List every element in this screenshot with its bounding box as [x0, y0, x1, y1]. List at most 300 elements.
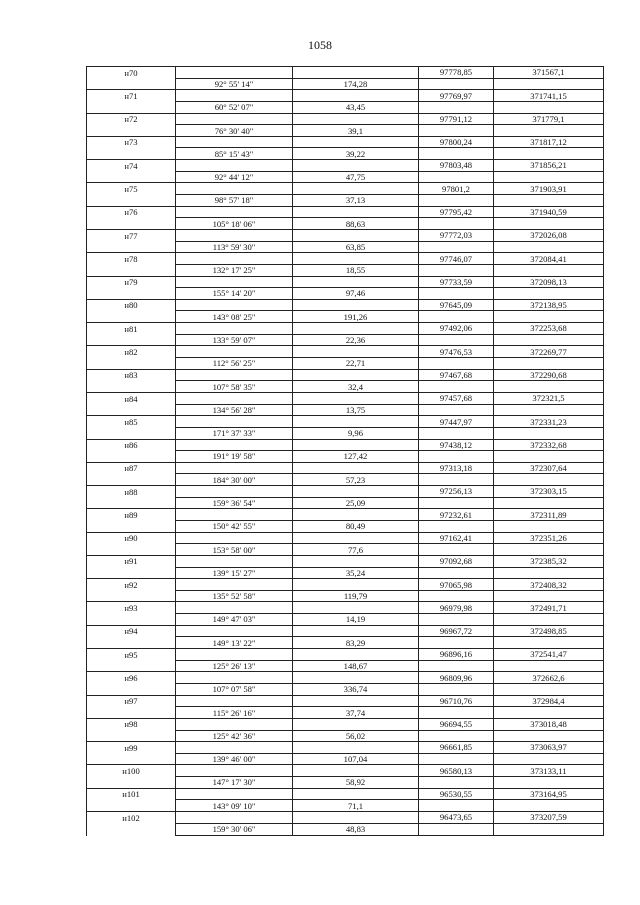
segment-length-cell: 77,6	[293, 544, 419, 556]
empty-cell	[494, 125, 604, 137]
empty-cell	[494, 241, 604, 253]
y-coordinate-cell: 372269,77	[494, 346, 604, 358]
empty-cell	[87, 358, 176, 370]
direction-angle-cell: 92° 55' 14"	[176, 78, 293, 90]
point-row	[87, 718, 604, 730]
segment-length-cell: 22,36	[293, 334, 419, 346]
y-coordinate-cell: 372307,64	[494, 462, 604, 474]
point-row	[87, 532, 604, 544]
empty-cell	[419, 520, 494, 532]
segment-length-cell: 39,1	[293, 125, 419, 137]
segment-row	[87, 730, 604, 742]
empty-cell	[87, 823, 176, 835]
empty-cell	[419, 78, 494, 90]
empty-cell	[293, 416, 419, 428]
point-name-cell: н87	[87, 462, 176, 474]
point-name-cell: н76	[87, 206, 176, 218]
empty-cell	[494, 171, 604, 183]
y-coordinate-cell: 373164,95	[494, 788, 604, 800]
point-row	[87, 229, 604, 241]
direction-angle-cell: 125° 26' 13"	[176, 660, 293, 672]
direction-angle-cell: 85° 15' 43"	[176, 148, 293, 160]
point-row	[87, 206, 604, 218]
point-name-cell: н101	[87, 788, 176, 800]
direction-angle-cell: 113° 59' 30"	[176, 241, 293, 253]
y-coordinate-cell: 372498,85	[494, 625, 604, 637]
empty-cell	[176, 649, 293, 661]
point-name-cell: н100	[87, 765, 176, 777]
point-name-cell: н102	[87, 812, 176, 824]
empty-cell	[87, 660, 176, 672]
x-coordinate-cell: 97772,03	[419, 229, 494, 241]
empty-cell	[419, 427, 494, 439]
empty-cell	[293, 323, 419, 335]
empty-cell	[419, 148, 494, 160]
empty-cell	[494, 404, 604, 416]
y-coordinate-cell: 372098,13	[494, 276, 604, 288]
empty-cell	[176, 718, 293, 730]
empty-cell	[494, 660, 604, 672]
empty-cell	[293, 649, 419, 661]
x-coordinate-cell: 97801,2	[419, 183, 494, 195]
segment-row	[87, 334, 604, 346]
empty-cell	[176, 462, 293, 474]
empty-cell	[176, 579, 293, 591]
empty-cell	[293, 160, 419, 172]
empty-cell	[87, 520, 176, 532]
empty-cell	[87, 427, 176, 439]
segment-length-cell: 14,19	[293, 614, 419, 626]
x-coordinate-cell: 97733,59	[419, 276, 494, 288]
y-coordinate-cell: 371940,59	[494, 206, 604, 218]
empty-cell	[176, 765, 293, 777]
segment-length-cell: 56,02	[293, 730, 419, 742]
empty-cell	[494, 823, 604, 835]
empty-cell	[176, 812, 293, 824]
x-coordinate-cell: 96967,72	[419, 625, 494, 637]
segment-length-cell: 32,4	[293, 381, 419, 393]
empty-cell	[419, 125, 494, 137]
segment-length-cell: 18,55	[293, 264, 419, 276]
empty-cell	[419, 101, 494, 113]
segment-row	[87, 358, 604, 370]
segment-length-cell: 336,74	[293, 683, 419, 695]
point-name-cell: н91	[87, 555, 176, 567]
point-row	[87, 67, 604, 79]
direction-angle-cell: 112° 56' 25"	[176, 358, 293, 370]
empty-cell	[494, 218, 604, 230]
empty-cell	[293, 276, 419, 288]
empty-cell	[419, 218, 494, 230]
point-row	[87, 439, 604, 451]
segment-row	[87, 288, 604, 300]
y-coordinate-cell: 372662,6	[494, 672, 604, 684]
x-coordinate-cell: 97162,41	[419, 532, 494, 544]
segment-length-cell: 35,24	[293, 567, 419, 579]
empty-cell	[293, 90, 419, 102]
empty-cell	[419, 823, 494, 835]
empty-cell	[176, 788, 293, 800]
segment-row	[87, 474, 604, 486]
x-coordinate-cell: 97457,68	[419, 392, 494, 404]
empty-cell	[293, 439, 419, 451]
segment-row	[87, 520, 604, 532]
direction-angle-cell: 98° 57' 18"	[176, 195, 293, 207]
point-name-cell: н75	[87, 183, 176, 195]
segment-length-cell: 71,1	[293, 800, 419, 812]
x-coordinate-cell: 97313,18	[419, 462, 494, 474]
point-row	[87, 113, 604, 125]
empty-cell	[293, 113, 419, 125]
point-row	[87, 416, 604, 428]
empty-cell	[176, 672, 293, 684]
empty-cell	[176, 439, 293, 451]
y-coordinate-cell: 372303,15	[494, 486, 604, 498]
empty-cell	[494, 730, 604, 742]
point-row	[87, 486, 604, 498]
empty-cell	[176, 113, 293, 125]
segment-length-cell: 191,26	[293, 311, 419, 323]
direction-angle-cell: 60° 52' 07"	[176, 101, 293, 113]
segment-row	[87, 497, 604, 509]
segment-row	[87, 451, 604, 463]
empty-cell	[293, 462, 419, 474]
empty-cell	[87, 334, 176, 346]
empty-cell	[494, 707, 604, 719]
point-row	[87, 276, 604, 288]
segment-length-cell: 37,74	[293, 707, 419, 719]
empty-cell	[293, 183, 419, 195]
empty-cell	[419, 614, 494, 626]
empty-cell	[87, 195, 176, 207]
empty-cell	[293, 718, 419, 730]
segment-row	[87, 404, 604, 416]
direction-angle-cell: 184° 30' 00"	[176, 474, 293, 486]
empty-cell	[87, 264, 176, 276]
empty-cell	[494, 567, 604, 579]
empty-cell	[293, 229, 419, 241]
point-name-cell: н93	[87, 602, 176, 614]
point-row	[87, 253, 604, 265]
empty-cell	[494, 474, 604, 486]
x-coordinate-cell: 97645,09	[419, 299, 494, 311]
empty-cell	[494, 451, 604, 463]
empty-cell	[494, 381, 604, 393]
empty-cell	[293, 206, 419, 218]
x-coordinate-cell: 97791,12	[419, 113, 494, 125]
empty-cell	[87, 614, 176, 626]
segment-row	[87, 777, 604, 789]
empty-cell	[87, 753, 176, 765]
point-name-cell: н70	[87, 67, 176, 79]
empty-cell	[293, 299, 419, 311]
segment-length-cell: 174,28	[293, 78, 419, 90]
point-row	[87, 812, 604, 824]
empty-cell	[419, 288, 494, 300]
point-name-cell: н90	[87, 532, 176, 544]
point-name-cell: н97	[87, 695, 176, 707]
point-row	[87, 765, 604, 777]
point-row	[87, 602, 604, 614]
point-row	[87, 625, 604, 637]
segment-row	[87, 381, 604, 393]
point-row	[87, 555, 604, 567]
empty-cell	[494, 590, 604, 602]
empty-cell	[87, 567, 176, 579]
direction-angle-cell: 149° 47' 03"	[176, 614, 293, 626]
direction-angle-cell: 153° 58' 00"	[176, 544, 293, 556]
empty-cell	[494, 614, 604, 626]
empty-cell	[176, 369, 293, 381]
x-coordinate-cell: 96661,85	[419, 742, 494, 754]
direction-angle-cell: 155° 14' 20"	[176, 288, 293, 300]
empty-cell	[419, 264, 494, 276]
direction-angle-cell: 105° 18' 06"	[176, 218, 293, 230]
page-number: 1058	[308, 38, 332, 52]
segment-length-cell: 25,09	[293, 497, 419, 509]
point-name-cell: н89	[87, 509, 176, 521]
point-name-cell: н83	[87, 369, 176, 381]
segment-row	[87, 171, 604, 183]
empty-cell	[87, 148, 176, 160]
segment-length-cell: 80,49	[293, 520, 419, 532]
empty-cell	[494, 288, 604, 300]
point-row	[87, 509, 604, 521]
point-name-cell: н88	[87, 486, 176, 498]
empty-cell	[419, 497, 494, 509]
empty-cell	[176, 625, 293, 637]
point-row	[87, 392, 604, 404]
point-name-cell: н79	[87, 276, 176, 288]
empty-cell	[87, 637, 176, 649]
empty-cell	[419, 590, 494, 602]
y-coordinate-cell: 371856,21	[494, 160, 604, 172]
empty-cell	[176, 67, 293, 79]
empty-cell	[419, 451, 494, 463]
empty-cell	[419, 334, 494, 346]
y-coordinate-cell: 372491,71	[494, 602, 604, 614]
point-row	[87, 788, 604, 800]
empty-cell	[176, 323, 293, 335]
empty-cell	[293, 532, 419, 544]
x-coordinate-cell: 96710,76	[419, 695, 494, 707]
empty-cell	[293, 765, 419, 777]
empty-cell	[494, 148, 604, 160]
empty-cell	[293, 67, 419, 79]
point-row	[87, 695, 604, 707]
segment-length-cell: 57,23	[293, 474, 419, 486]
segment-length-cell: 148,67	[293, 660, 419, 672]
y-coordinate-cell: 371903,91	[494, 183, 604, 195]
segment-row	[87, 195, 604, 207]
y-coordinate-cell: 372321,5	[494, 392, 604, 404]
empty-cell	[176, 532, 293, 544]
empty-cell	[293, 346, 419, 358]
empty-cell	[87, 474, 176, 486]
segment-length-cell: 63,85	[293, 241, 419, 253]
direction-angle-cell: 139° 15' 27"	[176, 567, 293, 579]
point-name-cell: н74	[87, 160, 176, 172]
segment-length-cell: 48,83	[293, 823, 419, 835]
point-name-cell: н95	[87, 649, 176, 661]
point-name-cell: н92	[87, 579, 176, 591]
empty-cell	[293, 742, 419, 754]
empty-cell	[494, 544, 604, 556]
empty-cell	[494, 334, 604, 346]
empty-cell	[293, 812, 419, 824]
segment-length-cell: 9,96	[293, 427, 419, 439]
y-coordinate-cell: 372541,47	[494, 649, 604, 661]
empty-cell	[87, 800, 176, 812]
segment-length-cell: 13,75	[293, 404, 419, 416]
point-name-cell: н82	[87, 346, 176, 358]
point-row	[87, 323, 604, 335]
empty-cell	[494, 427, 604, 439]
segment-row	[87, 637, 604, 649]
direction-angle-cell: 171° 37' 33"	[176, 427, 293, 439]
empty-cell	[87, 544, 176, 556]
x-coordinate-cell: 97447,97	[419, 416, 494, 428]
empty-cell	[176, 509, 293, 521]
empty-cell	[293, 509, 419, 521]
segment-row	[87, 241, 604, 253]
empty-cell	[494, 311, 604, 323]
segment-row	[87, 427, 604, 439]
segment-length-cell: 37,13	[293, 195, 419, 207]
x-coordinate-cell: 97256,13	[419, 486, 494, 498]
segment-row	[87, 264, 604, 276]
empty-cell	[176, 416, 293, 428]
empty-cell	[419, 637, 494, 649]
empty-cell	[87, 171, 176, 183]
x-coordinate-cell: 97800,24	[419, 136, 494, 148]
direction-angle-cell: 150° 42' 55"	[176, 520, 293, 532]
segment-length-cell: 39,22	[293, 148, 419, 160]
segment-row	[87, 544, 604, 556]
x-coordinate-cell: 96809,96	[419, 672, 494, 684]
direction-angle-cell: 139° 46' 00"	[176, 753, 293, 765]
empty-cell	[87, 451, 176, 463]
segment-row	[87, 311, 604, 323]
empty-cell	[87, 218, 176, 230]
y-coordinate-cell: 372351,26	[494, 532, 604, 544]
x-coordinate-cell: 97803,48	[419, 160, 494, 172]
empty-cell	[293, 253, 419, 265]
point-name-cell: н78	[87, 253, 176, 265]
empty-cell	[176, 276, 293, 288]
x-coordinate-cell: 97746,07	[419, 253, 494, 265]
y-coordinate-cell: 372984,4	[494, 695, 604, 707]
empty-cell	[419, 800, 494, 812]
point-name-cell: н71	[87, 90, 176, 102]
empty-cell	[87, 777, 176, 789]
y-coordinate-cell: 372311,89	[494, 509, 604, 521]
x-coordinate-cell: 96979,98	[419, 602, 494, 614]
segment-row	[87, 218, 604, 230]
segment-length-cell: 58,92	[293, 777, 419, 789]
empty-cell	[494, 264, 604, 276]
point-row	[87, 649, 604, 661]
empty-cell	[87, 311, 176, 323]
point-row	[87, 90, 604, 102]
point-name-cell: н77	[87, 229, 176, 241]
direction-angle-cell: 107° 58' 35"	[176, 381, 293, 393]
direction-angle-cell: 132° 17' 25"	[176, 264, 293, 276]
empty-cell	[419, 660, 494, 672]
coordinate-table-body	[87, 67, 604, 836]
y-coordinate-cell: 371779,1	[494, 113, 604, 125]
point-row	[87, 346, 604, 358]
point-name-cell: н85	[87, 416, 176, 428]
segment-row	[87, 683, 604, 695]
empty-cell	[419, 171, 494, 183]
point-name-cell: н86	[87, 439, 176, 451]
segment-row	[87, 125, 604, 137]
segment-length-cell: 119,79	[293, 590, 419, 602]
empty-cell	[293, 672, 419, 684]
y-coordinate-cell: 373063,97	[494, 742, 604, 754]
point-row	[87, 299, 604, 311]
empty-cell	[87, 707, 176, 719]
y-coordinate-cell: 372026,08	[494, 229, 604, 241]
point-name-cell: н94	[87, 625, 176, 637]
x-coordinate-cell: 97778,85	[419, 67, 494, 79]
segment-row	[87, 101, 604, 113]
segment-length-cell: 107,04	[293, 753, 419, 765]
point-row	[87, 742, 604, 754]
empty-cell	[87, 381, 176, 393]
direction-angle-cell: 125° 42' 36"	[176, 730, 293, 742]
empty-cell	[419, 311, 494, 323]
empty-cell	[419, 753, 494, 765]
x-coordinate-cell: 96694,55	[419, 718, 494, 730]
empty-cell	[419, 777, 494, 789]
direction-angle-cell: 133° 59' 07"	[176, 334, 293, 346]
empty-cell	[87, 241, 176, 253]
direction-angle-cell: 107° 07' 58"	[176, 683, 293, 695]
direction-angle-cell: 159° 30' 06"	[176, 823, 293, 835]
empty-cell	[494, 683, 604, 695]
empty-cell	[494, 520, 604, 532]
empty-cell	[176, 253, 293, 265]
segment-row	[87, 614, 604, 626]
point-row	[87, 579, 604, 591]
direction-angle-cell: 149° 13' 22"	[176, 637, 293, 649]
empty-cell	[293, 579, 419, 591]
point-name-cell: н96	[87, 672, 176, 684]
empty-cell	[176, 602, 293, 614]
segment-row	[87, 78, 604, 90]
segment-length-cell: 97,46	[293, 288, 419, 300]
empty-cell	[176, 206, 293, 218]
empty-cell	[176, 486, 293, 498]
empty-cell	[419, 683, 494, 695]
empty-cell	[87, 101, 176, 113]
segment-row	[87, 800, 604, 812]
empty-cell	[176, 90, 293, 102]
y-coordinate-cell: 372253,68	[494, 323, 604, 335]
segment-row	[87, 660, 604, 672]
point-row	[87, 160, 604, 172]
empty-cell	[87, 288, 176, 300]
point-row	[87, 136, 604, 148]
empty-cell	[176, 299, 293, 311]
y-coordinate-cell: 371741,15	[494, 90, 604, 102]
segment-length-cell: 127,42	[293, 451, 419, 463]
empty-cell	[87, 497, 176, 509]
y-coordinate-cell: 373207,59	[494, 812, 604, 824]
empty-cell	[87, 404, 176, 416]
